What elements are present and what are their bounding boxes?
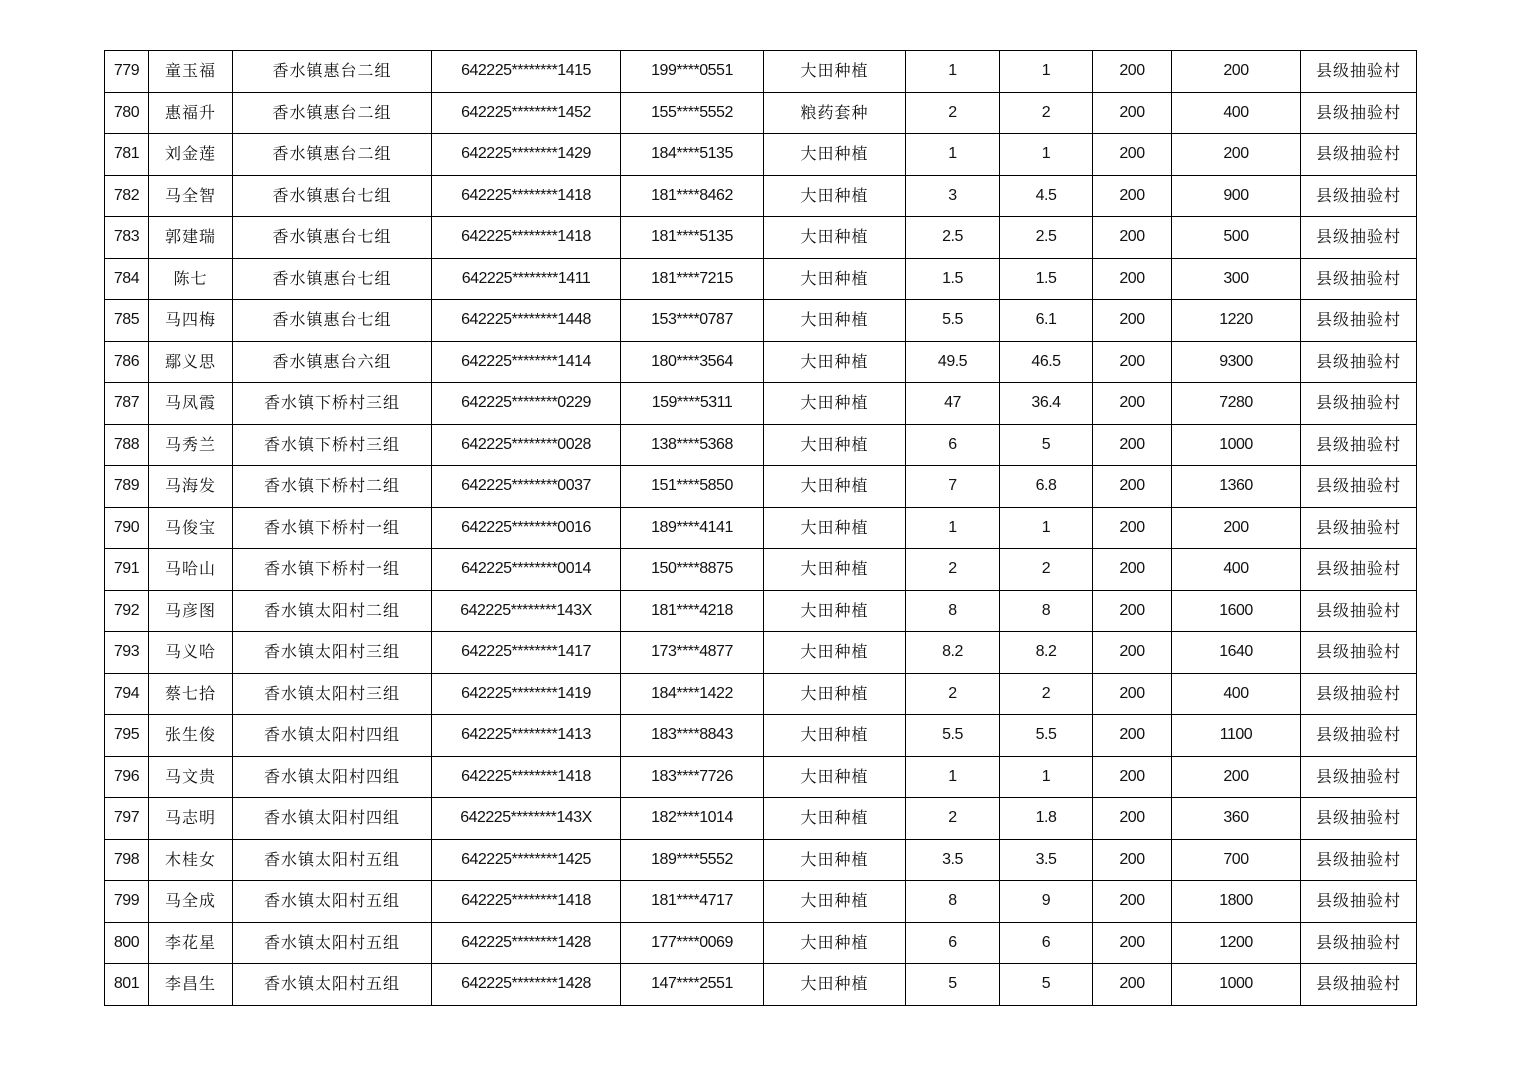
area-verified-cell: 2 [1000, 673, 1093, 715]
area-declared-cell: 5 [906, 964, 1000, 1006]
remark-cell: 县级抽验村 [1301, 881, 1417, 923]
subsidy-rate-cell: 200 [1093, 632, 1172, 674]
area-declared-cell: 1.5 [906, 258, 1000, 300]
subsidy-rate-cell: 200 [1093, 51, 1172, 93]
subsidy-amount-cell: 200 [1172, 756, 1301, 798]
subsidy-rate-cell: 200 [1093, 217, 1172, 259]
area-verified-cell: 1 [1000, 51, 1093, 93]
name-cell: 张生俊 [149, 715, 233, 757]
area-verified-cell: 4.5 [1000, 175, 1093, 217]
row-number-cell: 797 [105, 798, 149, 840]
area-declared-cell: 1 [906, 134, 1000, 176]
table-row [105, 217, 1417, 259]
table-row [105, 549, 1417, 591]
planting-type-cell: 大田种植 [764, 839, 906, 881]
table-row [105, 839, 1417, 881]
address-cell: 香水镇惠台七组 [233, 258, 432, 300]
area-verified-cell: 5.5 [1000, 715, 1093, 757]
name-cell: 马俊宝 [149, 507, 233, 549]
planting-type-cell: 大田种植 [764, 756, 906, 798]
area-declared-cell: 5.5 [906, 300, 1000, 342]
remark-cell: 县级抽验村 [1301, 134, 1417, 176]
phone-cell: 181****7215 [621, 258, 764, 300]
phone-cell: 138****5368 [621, 424, 764, 466]
subsidy-amount-cell: 200 [1172, 134, 1301, 176]
remark-cell: 县级抽验村 [1301, 217, 1417, 259]
area-verified-cell: 8.2 [1000, 632, 1093, 674]
area-declared-cell: 47 [906, 383, 1000, 425]
name-cell: 刘金莲 [149, 134, 233, 176]
table-row [105, 258, 1417, 300]
area-declared-cell: 8 [906, 881, 1000, 923]
name-cell: 木桂女 [149, 839, 233, 881]
id-number-cell: 642225********1418 [432, 881, 621, 923]
phone-cell: 151****5850 [621, 466, 764, 508]
subsidy-rate-cell: 200 [1093, 300, 1172, 342]
row-number-cell: 801 [105, 964, 149, 1006]
area-verified-cell: 3.5 [1000, 839, 1093, 881]
area-declared-cell: 6 [906, 424, 1000, 466]
subsidy-amount-cell: 1220 [1172, 300, 1301, 342]
table-row [105, 134, 1417, 176]
name-cell: 童玉福 [149, 51, 233, 93]
planting-type-cell: 大田种植 [764, 632, 906, 674]
remark-cell: 县级抽验村 [1301, 383, 1417, 425]
subsidy-amount-cell: 400 [1172, 549, 1301, 591]
row-number-cell: 789 [105, 466, 149, 508]
name-cell: 李花星 [149, 922, 233, 964]
subsidy-rate-cell: 200 [1093, 507, 1172, 549]
id-number-cell: 642225********0037 [432, 466, 621, 508]
row-number-cell: 786 [105, 341, 149, 383]
phone-cell: 183****7726 [621, 756, 764, 798]
planting-type-cell: 大田种植 [764, 383, 906, 425]
area-declared-cell: 2 [906, 673, 1000, 715]
row-number-cell: 788 [105, 424, 149, 466]
id-number-cell: 642225********143X [432, 798, 621, 840]
remark-cell: 县级抽验村 [1301, 300, 1417, 342]
area-verified-cell: 2 [1000, 92, 1093, 134]
roster-body [105, 51, 1417, 1006]
planting-type-cell: 大田种植 [764, 715, 906, 757]
name-cell: 马四梅 [149, 300, 233, 342]
name-cell: 蔡七拾 [149, 673, 233, 715]
row-number-cell: 785 [105, 300, 149, 342]
table-row [105, 424, 1417, 466]
phone-cell: 177****0069 [621, 922, 764, 964]
area-declared-cell: 5.5 [906, 715, 1000, 757]
address-cell: 香水镇下桥村三组 [233, 383, 432, 425]
address-cell: 香水镇惠台六组 [233, 341, 432, 383]
table-row [105, 756, 1417, 798]
name-cell: 李昌生 [149, 964, 233, 1006]
name-cell: 马凤霞 [149, 383, 233, 425]
table-row [105, 466, 1417, 508]
planting-type-cell: 大田种植 [764, 217, 906, 259]
subsidy-rate-cell: 200 [1093, 92, 1172, 134]
planting-type-cell: 粮药套种 [764, 92, 906, 134]
id-number-cell: 642225********1425 [432, 839, 621, 881]
remark-cell: 县级抽验村 [1301, 590, 1417, 632]
row-number-cell: 800 [105, 922, 149, 964]
remark-cell: 县级抽验村 [1301, 507, 1417, 549]
address-cell: 香水镇下桥村一组 [233, 507, 432, 549]
phone-cell: 181****5135 [621, 217, 764, 259]
subsidy-amount-cell: 9300 [1172, 341, 1301, 383]
subsidy-amount-cell: 1800 [1172, 881, 1301, 923]
address-cell: 香水镇太阳村四组 [233, 798, 432, 840]
subsidy-rate-cell: 200 [1093, 590, 1172, 632]
subsidy-amount-cell: 200 [1172, 51, 1301, 93]
area-declared-cell: 1 [906, 756, 1000, 798]
id-number-cell: 642225********1419 [432, 673, 621, 715]
area-verified-cell: 8 [1000, 590, 1093, 632]
table-row [105, 964, 1417, 1006]
remark-cell: 县级抽验村 [1301, 756, 1417, 798]
subsidy-rate-cell: 200 [1093, 175, 1172, 217]
planting-type-cell: 大田种植 [764, 673, 906, 715]
table-row [105, 341, 1417, 383]
id-number-cell: 642225********1418 [432, 217, 621, 259]
subsidy-amount-cell: 400 [1172, 673, 1301, 715]
phone-cell: 183****8843 [621, 715, 764, 757]
remark-cell: 县级抽验村 [1301, 964, 1417, 1006]
planting-type-cell: 大田种植 [764, 134, 906, 176]
planting-type-cell: 大田种植 [764, 922, 906, 964]
id-number-cell: 642225********1418 [432, 175, 621, 217]
planting-type-cell: 大田种植 [764, 466, 906, 508]
table-row [105, 507, 1417, 549]
area-declared-cell: 7 [906, 466, 1000, 508]
address-cell: 香水镇太阳村二组 [233, 590, 432, 632]
area-declared-cell: 2.5 [906, 217, 1000, 259]
phone-cell: 182****1014 [621, 798, 764, 840]
area-declared-cell: 3.5 [906, 839, 1000, 881]
planting-type-cell: 大田种植 [764, 590, 906, 632]
planting-type-cell: 大田种植 [764, 175, 906, 217]
row-number-cell: 790 [105, 507, 149, 549]
address-cell: 香水镇惠台二组 [233, 134, 432, 176]
area-verified-cell: 1 [1000, 756, 1093, 798]
planting-type-cell: 大田种植 [764, 300, 906, 342]
subsidy-rate-cell: 200 [1093, 673, 1172, 715]
area-verified-cell: 1.5 [1000, 258, 1093, 300]
row-number-cell: 781 [105, 134, 149, 176]
address-cell: 香水镇太阳村五组 [233, 839, 432, 881]
area-declared-cell: 6 [906, 922, 1000, 964]
subsidy-amount-cell: 1640 [1172, 632, 1301, 674]
name-cell: 马彦图 [149, 590, 233, 632]
address-cell: 香水镇太阳村五组 [233, 922, 432, 964]
subsidy-amount-cell: 1000 [1172, 964, 1301, 1006]
subsidy-amount-cell: 300 [1172, 258, 1301, 300]
subsidy-rate-cell: 200 [1093, 383, 1172, 425]
area-declared-cell: 2 [906, 549, 1000, 591]
planting-type-cell: 大田种植 [764, 798, 906, 840]
area-verified-cell: 5 [1000, 964, 1093, 1006]
subsidy-rate-cell: 200 [1093, 881, 1172, 923]
name-cell: 陈七 [149, 258, 233, 300]
address-cell: 香水镇惠台七组 [233, 175, 432, 217]
phone-cell: 199****0551 [621, 51, 764, 93]
remark-cell: 县级抽验村 [1301, 258, 1417, 300]
area-declared-cell: 8.2 [906, 632, 1000, 674]
phone-cell: 189****5552 [621, 839, 764, 881]
id-number-cell: 642225********1448 [432, 300, 621, 342]
remark-cell: 县级抽验村 [1301, 922, 1417, 964]
phone-cell: 153****0787 [621, 300, 764, 342]
table-row [105, 383, 1417, 425]
area-verified-cell: 2 [1000, 549, 1093, 591]
phone-cell: 147****2551 [621, 964, 764, 1006]
phone-cell: 181****8462 [621, 175, 764, 217]
name-cell: 马义哈 [149, 632, 233, 674]
subsidy-rate-cell: 200 [1093, 134, 1172, 176]
planting-type-cell: 大田种植 [764, 424, 906, 466]
subsidy-rate-cell: 200 [1093, 341, 1172, 383]
row-number-cell: 799 [105, 881, 149, 923]
phone-cell: 150****8875 [621, 549, 764, 591]
id-number-cell: 642225********1411 [432, 258, 621, 300]
subsidy-rate-cell: 200 [1093, 922, 1172, 964]
subsidy-rate-cell: 200 [1093, 466, 1172, 508]
remark-cell: 县级抽验村 [1301, 632, 1417, 674]
planting-type-cell: 大田种植 [764, 507, 906, 549]
row-number-cell: 779 [105, 51, 149, 93]
address-cell: 香水镇太阳村四组 [233, 756, 432, 798]
phone-cell: 155****5552 [621, 92, 764, 134]
address-cell: 香水镇下桥村一组 [233, 549, 432, 591]
subsidy-rate-cell: 200 [1093, 798, 1172, 840]
area-verified-cell: 9 [1000, 881, 1093, 923]
area-declared-cell: 49.5 [906, 341, 1000, 383]
row-number-cell: 798 [105, 839, 149, 881]
row-number-cell: 787 [105, 383, 149, 425]
subsidy-rate-cell: 200 [1093, 756, 1172, 798]
row-number-cell: 796 [105, 756, 149, 798]
address-cell: 香水镇惠台七组 [233, 300, 432, 342]
address-cell: 香水镇下桥村二组 [233, 466, 432, 508]
subsidy-amount-cell: 360 [1172, 798, 1301, 840]
subsidy-amount-cell: 200 [1172, 507, 1301, 549]
address-cell: 香水镇下桥村三组 [233, 424, 432, 466]
area-verified-cell: 1.8 [1000, 798, 1093, 840]
table-row [105, 798, 1417, 840]
remark-cell: 县级抽验村 [1301, 175, 1417, 217]
address-cell: 香水镇惠台二组 [233, 51, 432, 93]
subsidy-amount-cell: 1000 [1172, 424, 1301, 466]
subsidy-amount-cell: 1600 [1172, 590, 1301, 632]
row-number-cell: 782 [105, 175, 149, 217]
planting-type-cell: 大田种植 [764, 341, 906, 383]
subsidy-amount-cell: 400 [1172, 92, 1301, 134]
phone-cell: 184****1422 [621, 673, 764, 715]
name-cell: 马全智 [149, 175, 233, 217]
id-number-cell: 642225********1452 [432, 92, 621, 134]
phone-cell: 189****4141 [621, 507, 764, 549]
remark-cell: 县级抽验村 [1301, 798, 1417, 840]
name-cell: 马全成 [149, 881, 233, 923]
remark-cell: 县级抽验村 [1301, 424, 1417, 466]
area-verified-cell: 5 [1000, 424, 1093, 466]
table-row [105, 881, 1417, 923]
row-number-cell: 783 [105, 217, 149, 259]
name-cell: 马文贵 [149, 756, 233, 798]
id-number-cell: 642225********0016 [432, 507, 621, 549]
name-cell: 马志明 [149, 798, 233, 840]
name-cell: 马秀兰 [149, 424, 233, 466]
subsidy-amount-cell: 1200 [1172, 922, 1301, 964]
id-number-cell: 642225********1428 [432, 964, 621, 1006]
planting-type-cell: 大田种植 [764, 881, 906, 923]
table-row [105, 590, 1417, 632]
table-row [105, 300, 1417, 342]
row-number-cell: 795 [105, 715, 149, 757]
id-number-cell: 642225********1414 [432, 341, 621, 383]
subsidy-amount-cell: 1360 [1172, 466, 1301, 508]
row-number-cell: 780 [105, 92, 149, 134]
remark-cell: 县级抽验村 [1301, 92, 1417, 134]
subsidy-rate-cell: 200 [1093, 258, 1172, 300]
table-row [105, 51, 1417, 93]
area-verified-cell: 1 [1000, 134, 1093, 176]
address-cell: 香水镇惠台七组 [233, 217, 432, 259]
remark-cell: 县级抽验村 [1301, 466, 1417, 508]
name-cell: 鄢义思 [149, 341, 233, 383]
row-number-cell: 792 [105, 590, 149, 632]
row-number-cell: 791 [105, 549, 149, 591]
id-number-cell: 642225********0028 [432, 424, 621, 466]
subsidy-rate-cell: 200 [1093, 964, 1172, 1006]
phone-cell: 159****5311 [621, 383, 764, 425]
subsidy-amount-cell: 7280 [1172, 383, 1301, 425]
id-number-cell: 642225********0014 [432, 549, 621, 591]
address-cell: 香水镇太阳村三组 [233, 673, 432, 715]
phone-cell: 173****4877 [621, 632, 764, 674]
remark-cell: 县级抽验村 [1301, 839, 1417, 881]
name-cell: 惠福升 [149, 92, 233, 134]
subsidy-rate-cell: 200 [1093, 715, 1172, 757]
row-number-cell: 784 [105, 258, 149, 300]
subsidy-rate-cell: 200 [1093, 549, 1172, 591]
area-verified-cell: 1 [1000, 507, 1093, 549]
id-number-cell: 642225********1429 [432, 134, 621, 176]
area-declared-cell: 1 [906, 51, 1000, 93]
table-row [105, 715, 1417, 757]
id-number-cell: 642225********1417 [432, 632, 621, 674]
planting-type-cell: 大田种植 [764, 964, 906, 1006]
remark-cell: 县级抽验村 [1301, 715, 1417, 757]
table-row [105, 922, 1417, 964]
area-declared-cell: 8 [906, 590, 1000, 632]
area-declared-cell: 2 [906, 798, 1000, 840]
address-cell: 香水镇惠台二组 [233, 92, 432, 134]
phone-cell: 181****4218 [621, 590, 764, 632]
table-row [105, 175, 1417, 217]
address-cell: 香水镇太阳村五组 [233, 964, 432, 1006]
phone-cell: 184****5135 [621, 134, 764, 176]
planting-type-cell: 大田种植 [764, 258, 906, 300]
address-cell: 香水镇太阳村五组 [233, 881, 432, 923]
name-cell: 马哈山 [149, 549, 233, 591]
remark-cell: 县级抽验村 [1301, 51, 1417, 93]
row-number-cell: 794 [105, 673, 149, 715]
table-row [105, 673, 1417, 715]
area-verified-cell: 6.8 [1000, 466, 1093, 508]
area-verified-cell: 6.1 [1000, 300, 1093, 342]
phone-cell: 180****3564 [621, 341, 764, 383]
area-verified-cell: 2.5 [1000, 217, 1093, 259]
id-number-cell: 642225********1418 [432, 756, 621, 798]
area-verified-cell: 46.5 [1000, 341, 1093, 383]
remark-cell: 县级抽验村 [1301, 673, 1417, 715]
phone-cell: 181****4717 [621, 881, 764, 923]
row-number-cell: 793 [105, 632, 149, 674]
subsidy-amount-cell: 900 [1172, 175, 1301, 217]
area-declared-cell: 3 [906, 175, 1000, 217]
name-cell: 马海发 [149, 466, 233, 508]
subsidy-rate-cell: 200 [1093, 839, 1172, 881]
subsidy-amount-cell: 500 [1172, 217, 1301, 259]
id-number-cell: 642225********143X [432, 590, 621, 632]
name-cell: 郭建瑞 [149, 217, 233, 259]
table-row [105, 632, 1417, 674]
id-number-cell: 642225********1428 [432, 922, 621, 964]
address-cell: 香水镇太阳村三组 [233, 632, 432, 674]
subsidy-rate-cell: 200 [1093, 424, 1172, 466]
area-verified-cell: 6 [1000, 922, 1093, 964]
subsidy-amount-cell: 700 [1172, 839, 1301, 881]
remark-cell: 县级抽验村 [1301, 549, 1417, 591]
planting-type-cell: 大田种植 [764, 549, 906, 591]
subsidy-amount-cell: 1100 [1172, 715, 1301, 757]
area-verified-cell: 36.4 [1000, 383, 1093, 425]
id-number-cell: 642225********0229 [432, 383, 621, 425]
roster-table [104, 50, 1417, 1006]
area-declared-cell: 1 [906, 507, 1000, 549]
address-cell: 香水镇太阳村四组 [233, 715, 432, 757]
area-declared-cell: 2 [906, 92, 1000, 134]
id-number-cell: 642225********1413 [432, 715, 621, 757]
planting-type-cell: 大田种植 [764, 51, 906, 93]
remark-cell: 县级抽验村 [1301, 341, 1417, 383]
table-row [105, 92, 1417, 134]
id-number-cell: 642225********1415 [432, 51, 621, 93]
